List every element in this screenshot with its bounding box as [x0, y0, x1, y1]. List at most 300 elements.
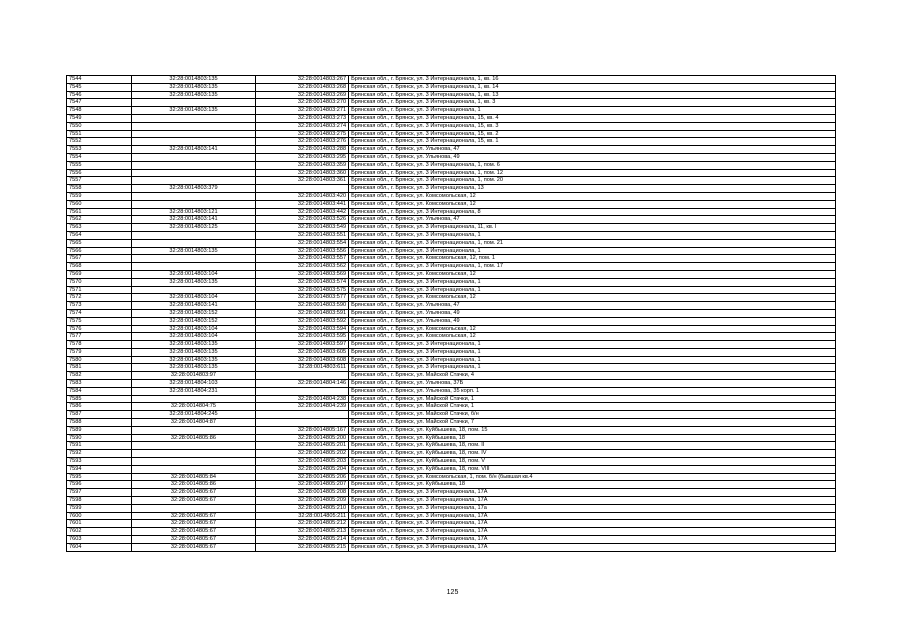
row-number-cell: 7588 [67, 419, 132, 427]
parcel-number-cell: 32:28:0014803:121 [132, 208, 255, 216]
address-cell: Брянская обл., г. Брянск, ул. 3 Интернационала, 13 [349, 185, 836, 193]
object-number-cell: 32:28:0014803:268 [255, 83, 348, 91]
row-number-cell: 7585 [67, 395, 132, 403]
parcel-number-cell [132, 161, 255, 169]
parcel-number-cell [132, 192, 255, 200]
object-number-cell: 32:28:0014803:577 [255, 294, 348, 302]
row-number-cell: 7560 [67, 200, 132, 208]
address-cell: Брянская обл., г. Брянск, ул. Комсомольская, 12 [349, 192, 836, 200]
address-cell: Брянская обл., г. Брянск, ул. 3 Интернационала, 1, кв. 13 [349, 91, 836, 99]
table-row [67, 76, 836, 84]
row-number-cell: 7602 [67, 528, 132, 536]
parcel-number-cell [132, 99, 255, 107]
address-cell: Брянская обл., г. Брянск, ул. Куйбышева, 18, пом. VIII [349, 465, 836, 473]
row-number-cell: 7591 [67, 442, 132, 450]
object-number-cell: 32:28:0014803:267 [255, 76, 348, 84]
address-cell: Брянская обл., г. Брянск, ул. Майской Стачки, б/н [349, 411, 836, 419]
parcel-number-cell [132, 153, 255, 161]
address-cell: Брянская обл., г. Брянск, ул. Ульянова, 47 [349, 302, 836, 310]
table-row [67, 333, 836, 341]
table-row [67, 403, 836, 411]
row-number-cell: 7576 [67, 325, 132, 333]
object-number-cell: 32:28:0014805:211 [255, 512, 348, 520]
table-row [67, 169, 836, 177]
table-row [67, 458, 836, 466]
address-cell: Брянская обл., г. Брянск, ул. Комсомольская, 12, пом. 1 [349, 255, 836, 263]
table-row [67, 224, 836, 232]
table-row [67, 286, 836, 294]
address-cell: Брянская обл., г. Брянск, ул. Ульянова, 35 корп. 1 [349, 387, 836, 395]
object-number-cell: 32:28:0014803:288 [255, 146, 348, 154]
address-cell: Брянская обл., г. Брянск, ул. 3 Интернационала, 1 [349, 364, 836, 372]
row-number-cell: 7596 [67, 481, 132, 489]
object-number-cell: 32:28:0014803:608 [255, 356, 348, 364]
object-number-cell: 32:28:0014803:597 [255, 341, 348, 349]
parcel-number-cell [132, 169, 255, 177]
address-cell: Брянская обл., г. Брянск, ул. Комсомольская, 12 [349, 270, 836, 278]
table-row [67, 294, 836, 302]
parcel-number-cell: 32:28:0014803:104 [132, 270, 255, 278]
object-number-cell: 32:28:0014805:207 [255, 481, 348, 489]
parcel-number-cell: 32:28:0014803:135 [132, 348, 255, 356]
address-cell: Брянская обл., г. Брянск, ул. 3 Интернационала, 1 [349, 107, 836, 115]
object-number-cell: 32:28:0014805:203 [255, 458, 348, 466]
parcel-number-cell: 32:28:0014803:135 [132, 341, 255, 349]
table-row [67, 208, 836, 216]
row-number-cell: 7586 [67, 403, 132, 411]
table-row [67, 177, 836, 185]
row-number-cell: 7594 [67, 465, 132, 473]
parcel-number-cell [132, 231, 255, 239]
object-number-cell: 32:28:0014803:269 [255, 91, 348, 99]
object-number-cell: 32:28:0014805:204 [255, 465, 348, 473]
parcel-number-cell: 32:28:0014803:152 [132, 309, 255, 317]
parcel-number-cell: 32:28:0014803:135 [132, 278, 255, 286]
row-number-cell: 7548 [67, 107, 132, 115]
address-cell: Брянская обл., г. Брянск, ул. Куйбышева, 18 [349, 434, 836, 442]
parcel-number-cell: 32:28:0014805:86 [132, 434, 255, 442]
row-number-cell: 7589 [67, 426, 132, 434]
table-row [67, 411, 836, 419]
row-number-cell: 7603 [67, 536, 132, 544]
address-cell: Брянская обл., г. Брянск, ул. 3 Интернационала, 1 [349, 231, 836, 239]
page-number: 125 [446, 589, 459, 596]
object-number-cell: 32:28:0014805:200 [255, 434, 348, 442]
object-number-cell: 32:28:0014803:574 [255, 278, 348, 286]
object-number-cell: 32:28:0014805:215 [255, 543, 348, 551]
row-number-cell: 7570 [67, 278, 132, 286]
table-row [67, 348, 836, 356]
cadastral-table [66, 75, 836, 552]
table-row [67, 512, 836, 520]
row-number-cell: 7563 [67, 224, 132, 232]
object-number-cell: 32:28:0014803:359 [255, 161, 348, 169]
table-row [67, 325, 836, 333]
parcel-number-cell: 32:28:0014803:141 [132, 216, 255, 224]
table-row [67, 185, 836, 193]
row-number-cell: 7551 [67, 130, 132, 138]
address-cell: Брянская обл., г. Брянск, ул. 3 Интернационала, 15, кв. 2 [349, 130, 836, 138]
parcel-number-cell: 32:28:0014805:84 [132, 473, 255, 481]
parcel-number-cell: 32:28:0014805:67 [132, 536, 255, 544]
object-number-cell: 32:28:0014803:569 [255, 270, 348, 278]
address-cell: Брянская обл., г. Брянск, ул. 3 Интернационала, 1 [349, 341, 836, 349]
row-number-cell: 7559 [67, 192, 132, 200]
parcel-number-cell [132, 458, 255, 466]
address-cell: Брянская обл., г. Брянск, ул. Комсомольская, 12 [349, 325, 836, 333]
row-number-cell: 7581 [67, 364, 132, 372]
parcel-number-cell: 32:28:0014803:135 [132, 247, 255, 255]
object-number-cell: 32:28:0014803:605 [255, 348, 348, 356]
table-row [67, 473, 836, 481]
row-number-cell: 7582 [67, 372, 132, 380]
address-cell: Брянская обл., г. Брянск, ул. Ульянова, 49 [349, 317, 836, 325]
address-cell: Брянская обл., г. Брянск, ул. 3 Интернационала, 1, пом. 6 [349, 161, 836, 169]
parcel-number-cell [132, 286, 255, 294]
row-number-cell: 7550 [67, 122, 132, 130]
table-row [67, 278, 836, 286]
row-number-cell: 7564 [67, 231, 132, 239]
table-row [67, 434, 836, 442]
parcel-number-cell [132, 504, 255, 512]
row-number-cell: 7580 [67, 356, 132, 364]
parcel-number-cell: 32:28:0014804:75 [132, 403, 255, 411]
address-cell: Брянская обл., г. Брянск, ул. Комсомольская, 1, пом. б/н (бывшая кв.4 [349, 473, 836, 481]
parcel-number-cell: 32:28:0014804:87 [132, 419, 255, 427]
table-row [67, 442, 836, 450]
row-number-cell: 7574 [67, 309, 132, 317]
row-number-cell: 7579 [67, 348, 132, 356]
table-row [67, 239, 836, 247]
parcel-number-cell [132, 263, 255, 271]
object-number-cell: 32:28:0014805:202 [255, 450, 348, 458]
row-number-cell: 7593 [67, 458, 132, 466]
parcel-number-cell: 32:28:0014803:104 [132, 294, 255, 302]
parcel-number-cell: 32:28:0014805:86 [132, 481, 255, 489]
row-number-cell: 7597 [67, 489, 132, 497]
address-cell: Брянская обл., г. Брянск, ул. 3 Интернационала, 1 [349, 247, 836, 255]
table-row [67, 317, 836, 325]
address-cell: Брянская обл., г. Брянск, ул. Куйбышева, 18, пом. 15 [349, 426, 836, 434]
object-number-cell: 32:28:0014803:562 [255, 263, 348, 271]
parcel-number-cell: 32:28:0014803:135 [132, 364, 255, 372]
row-number-cell: 7557 [67, 177, 132, 185]
address-cell: Брянская обл., г. Брянск, ул. 3 Интернационала, 8 [349, 208, 836, 216]
row-number-cell: 7553 [67, 146, 132, 154]
parcel-number-cell [132, 130, 255, 138]
parcel-number-cell: 32:28:0014803:135 [132, 83, 255, 91]
parcel-number-cell: 32:28:0014803:135 [132, 356, 255, 364]
object-number-cell [255, 411, 348, 419]
table-row [67, 387, 836, 395]
row-number-cell: 7577 [67, 333, 132, 341]
parcel-number-cell: 32:28:0014803:152 [132, 317, 255, 325]
table-row [67, 99, 836, 107]
address-cell: Брянская обл., г. Брянск, ул. 3 Интернационала, 1, кв. 16 [349, 76, 836, 84]
table-row [67, 91, 836, 99]
object-number-cell: 32:28:0014805:210 [255, 504, 348, 512]
address-cell: Брянская обл., г. Брянск, ул. Ульянова, 49 [349, 153, 836, 161]
object-number-cell: 32:28:0014805:209 [255, 497, 348, 505]
object-number-cell: 32:28:0014804:146 [255, 380, 348, 388]
parcel-number-cell [132, 395, 255, 403]
address-cell: Брянская обл., г. Брянск, ул. 3 Интернационала, 17А [349, 543, 836, 551]
table-row [67, 419, 836, 427]
address-cell: Брянская обл., г. Брянск, ул. 3 Интернационала, 1, пом. 17 [349, 263, 836, 271]
row-number-cell: 7562 [67, 216, 132, 224]
object-number-cell: 32:28:0014803:590 [255, 302, 348, 310]
row-number-cell: 7601 [67, 520, 132, 528]
table-row [67, 520, 836, 528]
table-row [67, 309, 836, 317]
object-number-cell: 32:28:0014803:526 [255, 216, 348, 224]
parcel-number-cell: 32:28:0014805:67 [132, 528, 255, 536]
object-number-cell: 32:28:0014805:214 [255, 536, 348, 544]
row-number-cell: 7552 [67, 138, 132, 146]
table-row [67, 536, 836, 544]
address-cell: Брянская обл., г. Брянск, ул. 3 Интернационала, 1, кв. 3 [349, 99, 836, 107]
table-row [67, 216, 836, 224]
parcel-number-cell: 32:28:0014803:135 [132, 91, 255, 99]
address-cell: Брянская обл., г. Брянск, ул. 3 Интернационала, 11, кв. I [349, 224, 836, 232]
row-number-cell: 7555 [67, 161, 132, 169]
parcel-number-cell [132, 442, 255, 450]
table-row [67, 465, 836, 473]
address-cell: Брянская обл., г. Брянск, ул. 3 Интернационала, 17а [349, 504, 836, 512]
object-number-cell: 32:28:0014803:554 [255, 239, 348, 247]
table-row [67, 200, 836, 208]
object-number-cell: 32:28:0014803:360 [255, 169, 348, 177]
object-number-cell: 32:28:0014805:206 [255, 473, 348, 481]
row-number-cell: 7549 [67, 114, 132, 122]
table-row [67, 114, 836, 122]
object-number-cell: 32:28:0014803:273 [255, 114, 348, 122]
parcel-number-cell: 32:28:0014803:135 [132, 107, 255, 115]
row-number-cell: 7604 [67, 543, 132, 551]
table-row [67, 122, 836, 130]
address-cell: Брянская обл., г. Брянск, ул. 3 Интернационала, 1, пом. 20 [349, 177, 836, 185]
row-number-cell: 7575 [67, 317, 132, 325]
parcel-number-cell: 32:28:0014803:104 [132, 333, 255, 341]
address-cell: Брянская обл., г. Брянск, ул. 3 Интернационала, 1, пом. 21 [349, 239, 836, 247]
object-number-cell: 32:28:0014803:556 [255, 247, 348, 255]
address-cell: Брянская обл., г. Брянск, ул. Куйбышева, 18, пом. V [349, 458, 836, 466]
address-cell: Брянская обл., г. Брянск, ул. 3 Интернационала, 1 [349, 348, 836, 356]
object-number-cell: 32:28:0014803:295 [255, 153, 348, 161]
parcel-number-cell [132, 426, 255, 434]
object-number-cell: 32:28:0014805:167 [255, 426, 348, 434]
object-number-cell [255, 372, 348, 380]
table-row [67, 450, 836, 458]
object-number-cell: 32:28:0014805:201 [255, 442, 348, 450]
parcel-number-cell: 32:28:0014803:379 [132, 185, 255, 193]
address-cell: Брянская обл., г. Брянск, ул. Майской Стачки, 1 [349, 395, 836, 403]
parcel-number-cell: 32:28:0014803:141 [132, 302, 255, 310]
object-number-cell: 32:28:0014803:557 [255, 255, 348, 263]
object-number-cell: 32:28:0014804:239 [255, 403, 348, 411]
address-cell: Брянская обл., г. Брянск, ул. Комсомольская, 12 [349, 333, 836, 341]
object-number-cell: 32:28:0014803:420 [255, 192, 348, 200]
table-row [67, 543, 836, 551]
parcel-number-cell [132, 122, 255, 130]
parcel-number-cell: 32:28:0014804:103 [132, 380, 255, 388]
table-row [67, 146, 836, 154]
parcel-number-cell [132, 450, 255, 458]
row-number-cell: 7573 [67, 302, 132, 310]
object-number-cell [255, 419, 348, 427]
row-number-cell: 7583 [67, 380, 132, 388]
object-number-cell: 32:28:0014805:212 [255, 520, 348, 528]
object-number-cell: 32:28:0014804:238 [255, 395, 348, 403]
address-cell: Брянская обл., г. Брянск, ул. 3 Интернационала, 15, кв. 3 [349, 122, 836, 130]
address-cell: Брянская обл., г. Брянск, ул. 3 Интернационала, 17А [349, 489, 836, 497]
parcel-number-cell: 32:28:0014804:231 [132, 387, 255, 395]
table-row [67, 255, 836, 263]
table-row [67, 247, 836, 255]
parcel-number-cell: 32:28:0014805:67 [132, 543, 255, 551]
address-cell: Брянская обл., г. Брянск, ул. Куйбышева, 18, пом. IV [349, 450, 836, 458]
object-number-cell: 32:28:0014803:549 [255, 224, 348, 232]
table-row [67, 107, 836, 115]
object-number-cell: 32:28:0014803:595 [255, 333, 348, 341]
row-number-cell: 7568 [67, 263, 132, 271]
object-number-cell: 32:28:0014805:208 [255, 489, 348, 497]
parcel-number-cell [132, 138, 255, 146]
address-cell: Брянская обл., г. Брянск, ул. Майской Стачки, 7 [349, 419, 836, 427]
object-number-cell: 32:28:0014803:591 [255, 309, 348, 317]
address-cell: Брянская обл., г. Брянск, ул. 3 Интернационала, 15, кв. 4 [349, 114, 836, 122]
address-cell: Брянская обл., г. Брянск, ул. 3 Интернационала, 17А [349, 512, 836, 520]
row-number-cell: 7572 [67, 294, 132, 302]
parcel-number-cell [132, 465, 255, 473]
object-number-cell: 32:28:0014803:270 [255, 99, 348, 107]
parcel-number-cell: 32:28:0014803:125 [132, 224, 255, 232]
row-number-cell: 7571 [67, 286, 132, 294]
address-cell: Брянская обл., г. Брянск, ул. 3 Интернационала, 15, кв. 1 [349, 138, 836, 146]
object-number-cell: 32:28:0014803:441 [255, 200, 348, 208]
row-number-cell: 7545 [67, 83, 132, 91]
address-cell: Брянская обл., г. Брянск, ул. 3 Интернационала, 17А [349, 520, 836, 528]
address-cell: Брянская обл., г. Брянск, ул. Куйбышева, 18 [349, 481, 836, 489]
object-number-cell: 32:28:0014803:276 [255, 138, 348, 146]
table-row [67, 302, 836, 310]
object-number-cell: 32:28:0014803:275 [255, 130, 348, 138]
object-number-cell [255, 387, 348, 395]
table-row [67, 380, 836, 388]
table-row [67, 504, 836, 512]
address-cell: Брянская обл., г. Брянск, ул. 3 Интернационала, 17А [349, 536, 836, 544]
row-number-cell: 7590 [67, 434, 132, 442]
row-number-cell: 7567 [67, 255, 132, 263]
row-number-cell: 7547 [67, 99, 132, 107]
parcel-number-cell: 32:28:0014803:141 [132, 146, 255, 154]
table-row [67, 263, 836, 271]
parcel-number-cell: 32:28:0014805:67 [132, 489, 255, 497]
address-cell: Брянская обл., г. Брянск, ул. Ульянова, 49 [349, 309, 836, 317]
table-row [67, 153, 836, 161]
row-number-cell: 7565 [67, 239, 132, 247]
address-cell: Брянская обл., г. Брянск, ул. 3 Интернационала, 1 [349, 356, 836, 364]
parcel-number-cell: 32:28:0014803:104 [132, 325, 255, 333]
address-cell: Брянская обл., г. Брянск, ул. 3 Интернационала, 1, пом. 12 [349, 169, 836, 177]
parcel-number-cell: 32:28:0014805:67 [132, 497, 255, 505]
table-row [67, 130, 836, 138]
object-number-cell: 32:28:0014803:274 [255, 122, 348, 130]
row-number-cell: 7546 [67, 91, 132, 99]
address-cell: Брянская обл., г. Брянск, ул. Комсомольская, 12 [349, 294, 836, 302]
table-row [67, 395, 836, 403]
address-cell: Брянская обл., г. Брянск, ул. Ульянова, 47 [349, 216, 836, 224]
address-cell: Брянская обл., г. Брянск, ул. Майской Стачки, 1 [349, 403, 836, 411]
table-row [67, 481, 836, 489]
address-cell: Брянская обл., г. Брянск, ул. 3 Интернационала, 1 [349, 286, 836, 294]
row-number-cell: 7592 [67, 450, 132, 458]
address-cell: Брянская обл., г. Брянск, ул. 3 Интернационала, 17А [349, 528, 836, 536]
address-cell: Брянская обл., г. Брянск, ул. Ульянова, 37Б [349, 380, 836, 388]
object-number-cell: 32:28:0014803:592 [255, 317, 348, 325]
row-number-cell: 7578 [67, 341, 132, 349]
row-number-cell: 7544 [67, 76, 132, 84]
row-number-cell: 7569 [67, 270, 132, 278]
object-number-cell: 32:28:0014803:361 [255, 177, 348, 185]
row-number-cell: 7558 [67, 185, 132, 193]
object-number-cell: 32:28:0014803:551 [255, 231, 348, 239]
parcel-number-cell: 32:28:0014803:135 [132, 76, 255, 84]
table-row [67, 341, 836, 349]
row-number-cell: 7599 [67, 504, 132, 512]
parcel-number-cell [132, 177, 255, 185]
object-number-cell: 32:28:0014803:594 [255, 325, 348, 333]
table-row [67, 231, 836, 239]
table-row [67, 489, 836, 497]
cadastral-table-body [67, 76, 836, 552]
table-row [67, 161, 836, 169]
address-cell: Брянская обл., г. Брянск, ул. 3 Интернационала, 1 [349, 278, 836, 286]
table-row [67, 138, 836, 146]
object-number-cell: 32:28:0014803:575 [255, 286, 348, 294]
row-number-cell: 7554 [67, 153, 132, 161]
parcel-number-cell: 32:28:0014805:67 [132, 520, 255, 528]
row-number-cell: 7561 [67, 208, 132, 216]
parcel-number-cell [132, 200, 255, 208]
row-number-cell: 7598 [67, 497, 132, 505]
object-number-cell [255, 185, 348, 193]
row-number-cell: 7566 [67, 247, 132, 255]
table-row [67, 528, 836, 536]
object-number-cell: 32:28:0014803:442 [255, 208, 348, 216]
row-number-cell: 7584 [67, 387, 132, 395]
parcel-number-cell [132, 255, 255, 263]
address-cell: Брянская обл., г. Брянск, ул. Куйбышева, 18, пом. II [349, 442, 836, 450]
address-cell: Брянская обл., г. Брянск, ул. Майской Стачки, 4 [349, 372, 836, 380]
object-number-cell: 32:28:0014803:271 [255, 107, 348, 115]
object-number-cell: 32:28:0014805:213 [255, 528, 348, 536]
row-number-cell: 7600 [67, 512, 132, 520]
parcel-number-cell [132, 114, 255, 122]
table-row [67, 364, 836, 372]
row-number-cell: 7556 [67, 169, 132, 177]
parcel-number-cell [132, 239, 255, 247]
parcel-number-cell: 32:28:0014804:245 [132, 411, 255, 419]
table-row [67, 497, 836, 505]
table-row [67, 426, 836, 434]
table-row [67, 192, 836, 200]
address-cell: Брянская обл., г. Брянск, ул. Ульянова, 47 [349, 146, 836, 154]
row-number-cell: 7587 [67, 411, 132, 419]
table-row [67, 270, 836, 278]
address-cell: Брянская обл., г. Брянск, ул. 3 Интернационала, 1, кв. 14 [349, 83, 836, 91]
parcel-number-cell: 32:28:0014803:97 [132, 372, 255, 380]
